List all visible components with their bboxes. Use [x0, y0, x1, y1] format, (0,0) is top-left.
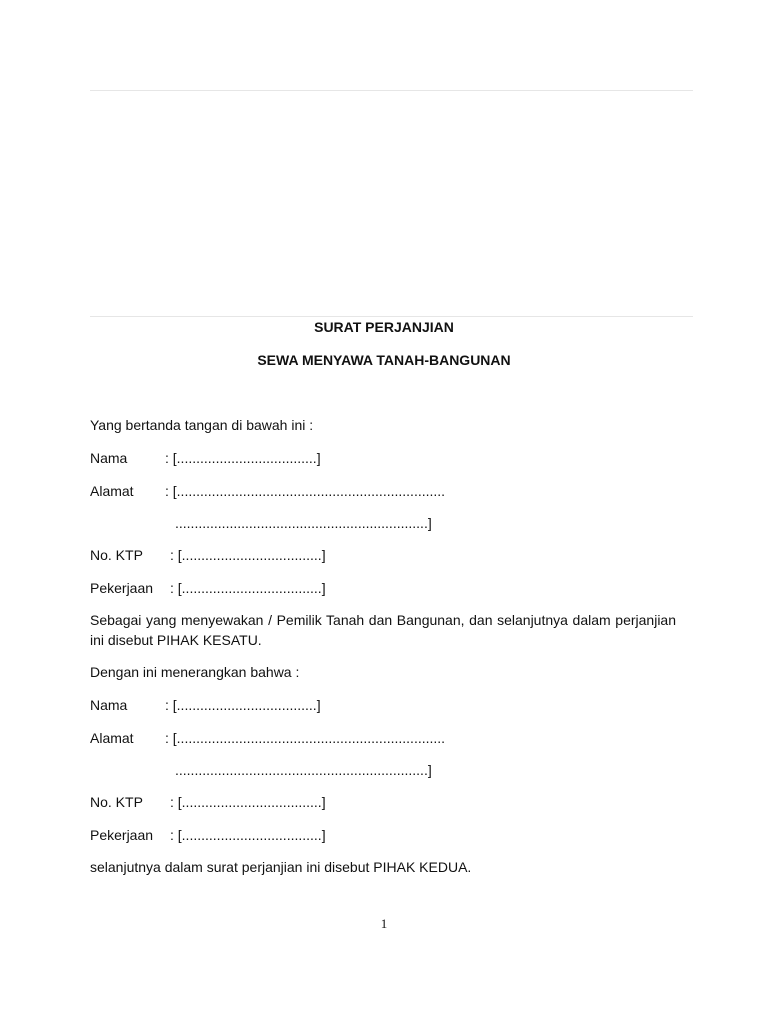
party1-alamat-continuation: .................................................................]	[175, 515, 432, 531]
party1-nama-label: Nama	[90, 450, 128, 466]
party1-nama-value: : [....................................]	[165, 450, 321, 466]
transition-text: Dengan ini menerangkan bahwa :	[90, 664, 300, 680]
party1-alamat-value: : [.....................................................................	[165, 483, 446, 499]
intro-text: Yang bertanda tangan di bawah ini :	[90, 417, 314, 433]
party1-statement: Sebagai yang menyewakan / Pemilik Tanah dan Bangunan, dan selanjutnya dalam perjanjian ini disebut PIHAK KESATU.	[90, 612, 676, 648]
party2-ktp-label: No. KTP	[90, 794, 143, 810]
party2-ktp-row	[90, 793, 326, 811]
party2-nama-value: : [....................................]	[165, 697, 321, 713]
party1-pekerjaan-row	[90, 579, 326, 597]
document-title: SURAT PERJANJIAN	[314, 319, 454, 335]
party2-statement: selanjutnya dalam surat perjanjian ini disebut PIHAK KEDUA.	[90, 859, 472, 875]
party2-alamat-row	[90, 729, 445, 747]
header-rule	[90, 90, 693, 91]
party2-pekerjaan-row	[90, 826, 326, 844]
party1-ktp-value: : [....................................]	[170, 547, 326, 563]
party1-alamat-row	[90, 482, 445, 500]
party2-nama-row	[90, 696, 321, 714]
party2-ktp-value: : [....................................]	[170, 794, 326, 810]
party1-nama-row	[90, 449, 321, 467]
party2-pekerjaan-value: : [....................................]	[170, 827, 326, 843]
party2-alamat-continuation: .................................................................]	[175, 762, 432, 778]
party1-alamat-label: Alamat	[90, 483, 134, 499]
party1-pekerjaan-label: Pekerjaan	[90, 580, 154, 596]
party2-alamat-label: Alamat	[90, 730, 134, 746]
page-number: 1	[380, 916, 388, 931]
party2-alamat-value: : [.....................................................................	[165, 730, 446, 746]
party2-nama-label: Nama	[90, 697, 128, 713]
party2-pekerjaan-label: Pekerjaan	[90, 827, 154, 843]
party1-ktp-label: No. KTP	[90, 547, 143, 563]
party1-ktp-row	[90, 546, 326, 564]
document-subtitle: SEWA MENYAWA TANAH-BANGUNAN	[257, 352, 511, 368]
party1-pekerjaan-value: : [....................................]	[170, 580, 326, 596]
title-rule	[90, 316, 693, 317]
